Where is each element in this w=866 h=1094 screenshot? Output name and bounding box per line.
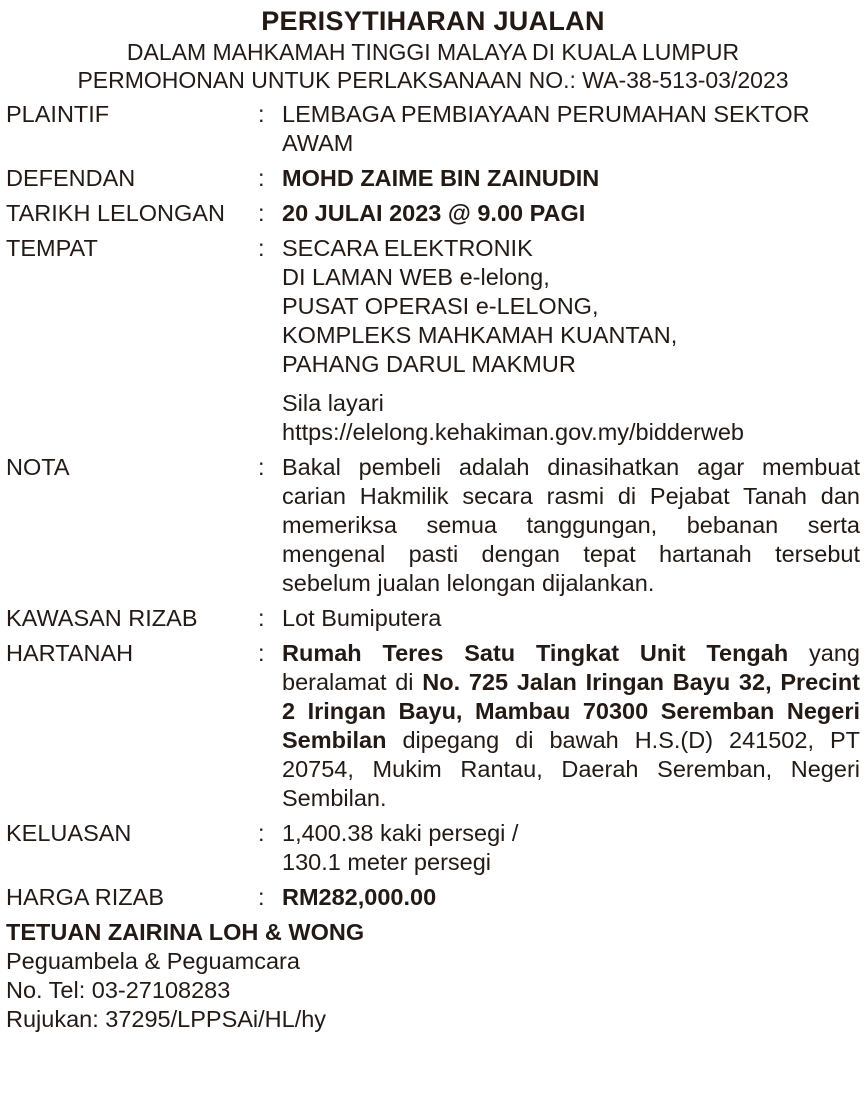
row-tempat <box>6 234 860 447</box>
property-type: Rumah Teres Satu Tingkat Unit Tengah <box>282 640 789 666</box>
keluasan-line-1: 1,400.38 kaki persegi / <box>282 820 519 846</box>
application-number: PERMOHONAN UNTUK PERLAKSANAAN NO.: WA-38-513-03/2023 <box>77 67 789 93</box>
nota-value: Bakal pembeli adalah dinasihatkan agar membuat carian Hakmilik secara rasmi di Pejabat Tanah dan memeriksa semua tanggungan, bebanan serta mengenal pasti dengan tepat hartanah tersebut sebelum jualan lelongan dijalankan. <box>282 454 860 596</box>
colon: : <box>258 640 265 666</box>
tempat-line: DI LAMAN WEB e-lelong, <box>282 264 550 290</box>
hartanah-text-1: yang beralamat di <box>282 640 860 695</box>
keluasan-line-2: 130.1 meter persegi <box>282 849 492 875</box>
defendan-label: DEFENDAN <box>6 165 136 191</box>
harga-value: RM282,000.00 <box>282 884 437 910</box>
property-address: No. 725 Jalan Iringan Bayu 32, Precint 2 Iringan Bayu, Mambau 70300 Seremban Negeri Sembilan <box>282 669 861 753</box>
notice-title: PERISYTIHARAN JUALAN <box>261 6 605 36</box>
elelong-url[interactable]: https://elelong.kehakiman.gov.my/bidderweb <box>282 419 744 445</box>
tempat-line: SECARA ELEKTRONIK <box>282 235 533 261</box>
row-harga-rizab <box>6 883 860 912</box>
colon: : <box>258 235 265 261</box>
firm-reference: Rujukan: 37295/LPPSAi/HL/hy <box>6 1006 327 1032</box>
row-hartanah <box>6 639 860 813</box>
colon: : <box>258 165 265 191</box>
plaintif-line-1: LEMBAGA PEMBIAYAAN PERUMAHAN SEKTOR <box>282 101 810 127</box>
defendan-value: MOHD ZAIME BIN ZAINUDIN <box>282 165 600 191</box>
colon: : <box>258 820 265 846</box>
tempat-value <box>282 234 860 447</box>
tempat-line: KOMPLEKS MAHKAMAH KUANTAN, <box>282 322 678 348</box>
court-name: DALAM MAHKAMAH TINGGI MALAYA DI KUALA LUMPUR <box>126 39 740 65</box>
solicitor-block <box>6 918 860 1034</box>
row-tarikh-lelongan <box>6 199 860 228</box>
kawasan-value: Lot Bumiputera <box>282 605 442 631</box>
tarikh-label: TARIKH LELONGAN <box>6 200 225 226</box>
plaintif-line-2: AWAM <box>282 130 354 156</box>
colon: : <box>258 454 265 480</box>
hartanah-value <box>282 639 860 813</box>
plaintif-label: PLAINTIF <box>6 101 110 127</box>
tempat-line: PAHANG DARUL MAKMUR <box>282 351 576 377</box>
tempat-line: PUSAT OPERASI e-LELONG, <box>282 293 599 319</box>
tempat-label: TEMPAT <box>6 235 98 261</box>
hartanah-text-2: dipegang di bawah H.S.(D) 241502, PT 20754, Mukim Rantau, Daerah Seremban, Negeri Sembilan. <box>282 727 860 811</box>
row-nota <box>6 453 860 598</box>
nota-label: NOTA <box>6 454 70 480</box>
row-plaintif <box>6 100 860 158</box>
firm-tel: No. Tel: 03-27108283 <box>6 977 231 1003</box>
details-table <box>6 100 860 912</box>
tarikh-value: 20 JULAI 2023 @ 9.00 PAGI <box>282 200 586 226</box>
harga-label: HARGA RIZAB <box>6 884 165 910</box>
colon: : <box>258 101 265 127</box>
row-defendan <box>6 164 860 193</box>
firm-name: TETUAN ZAIRINA LOH & WONG <box>6 919 365 945</box>
row-kawasan-rizab <box>6 604 860 633</box>
colon: : <box>258 605 265 631</box>
kawasan-label: KAWASAN RIZAB <box>6 605 198 631</box>
keluasan-label: KELUASAN <box>6 820 132 846</box>
colon: : <box>258 884 265 910</box>
plaintif-value <box>282 100 860 158</box>
row-keluasan <box>6 819 860 877</box>
colon: : <box>258 200 265 226</box>
hartanah-label: HARTANAH <box>6 640 134 666</box>
keluasan-value <box>282 819 860 877</box>
visit-label: Sila layari <box>282 390 384 416</box>
firm-role: Peguambela & Peguamcara <box>6 948 300 974</box>
